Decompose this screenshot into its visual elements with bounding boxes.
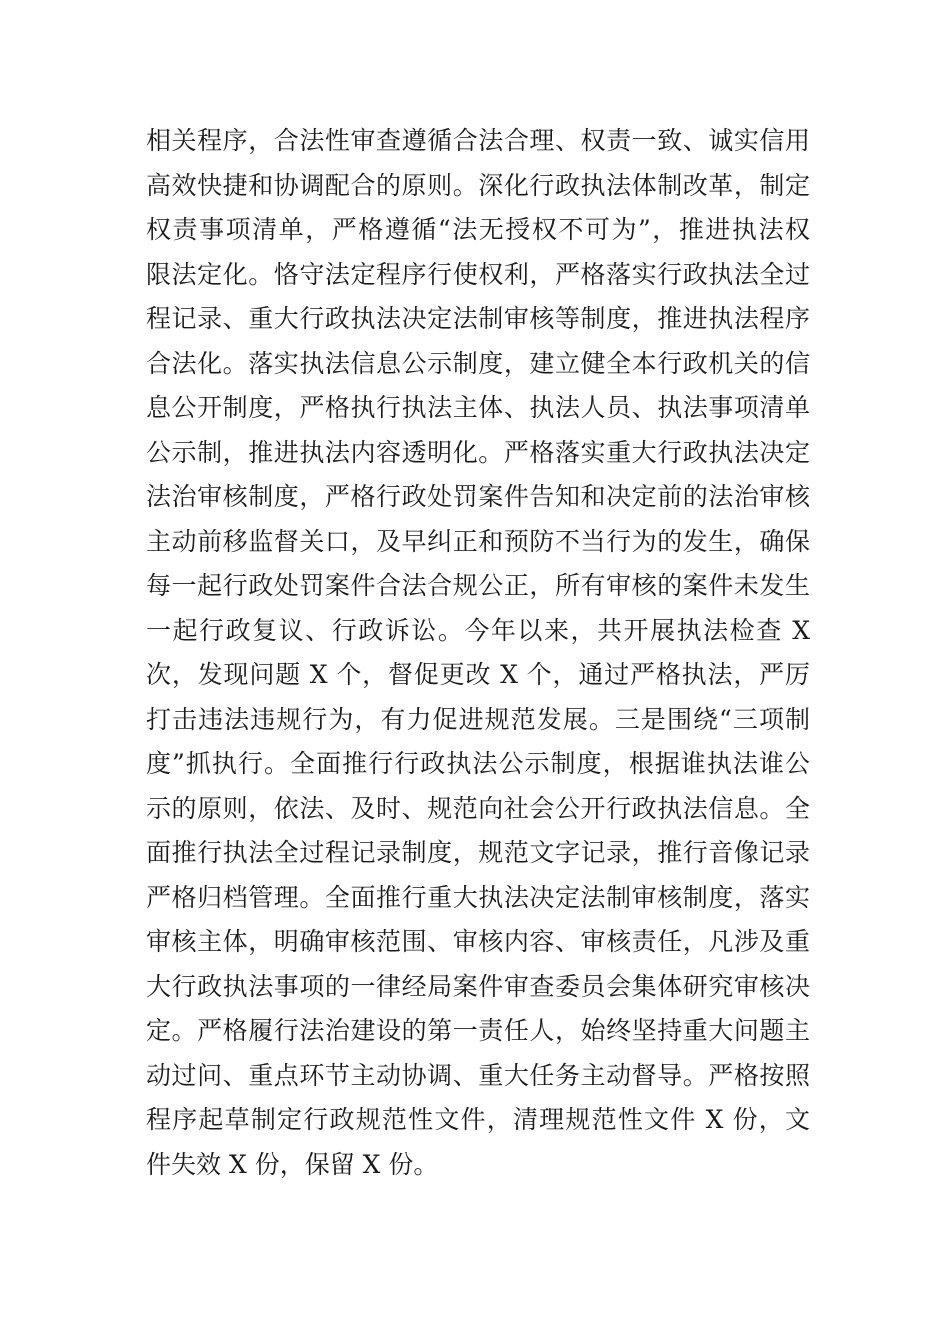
- text-line: 严格归档管理。全面推行重大执法决定法制审核制度，落实: [146, 882, 810, 912]
- text-line: 权责事项清单，严格遵循“法无授权不可为”，推进执法权: [146, 215, 810, 244]
- text-line: 合法化。落实执法信息公示制度，建立健全本行政机关的信: [146, 348, 810, 378]
- text-line: 程记录、重大行政执法决定法制审核等制度，推进执法程序: [146, 304, 810, 333]
- text-line: 程序起草制定行政规范性文件，清理规范性文件 X 份，文: [146, 1105, 810, 1134]
- text-line: 打击违法违规行为，有力促进规范发展。三是围绕“三项制: [146, 704, 810, 734]
- text-line: 一起行政复议、行政诉讼。今年以来，共开展执法检查 X: [146, 615, 810, 645]
- text-line: 主动前移监督关口，及早纠正和预防不当行为的发生，确保: [146, 526, 810, 556]
- text-line: 公示制，推进执法内容透明化。严格落实重大行政执法决定: [146, 437, 810, 467]
- body-paragraph: [146, 119, 810, 1187]
- text-line: 次，发现问题 X 个，督促更改 X 个，通过严格执法，严厉: [146, 660, 810, 689]
- text-line: 动过问、重点环节主动协调、重大任务主动督导。严格按照: [146, 1060, 810, 1090]
- text-line: 限法定化。恪守法定程序行使权利，严格落实行政执法全过: [146, 259, 810, 289]
- text-line: 高效快捷和协调配合的原则。深化行政执法体制改革，制定: [146, 170, 810, 200]
- text-line: 审核主体，明确审核范围、审核内容、审核责任，凡涉及重: [146, 927, 810, 956]
- text-line: 定。严格履行法治建设的第一责任人，始终坚持重大问题主: [146, 1016, 810, 1045]
- text-line: 每一起行政处罚案件合法合规公正，所有审核的案件未发生: [146, 571, 810, 600]
- text-line: 示的原则，依法、及时、规范向社会公开行政执法信息。全: [146, 793, 810, 823]
- text-line: 度”抓执行。全面推行行政执法公示制度，根据谁执法谁公: [146, 749, 810, 778]
- text-line-last: 件失效 X 份，保留 X 份。: [146, 1149, 439, 1179]
- text-line: 息公开制度，严格执行执法主体、执法人员、执法事项清单: [146, 393, 810, 422]
- text-line: 法治审核制度，严格行政处罚案件告知和决定前的法治审核: [146, 482, 810, 511]
- text-line: 面推行执法全过程记录制度，规范文字记录，推行音像记录: [146, 838, 810, 867]
- text-line: 大行政执法事项的一律经局案件审查委员会集体研究审核决: [146, 971, 810, 1001]
- text-line: 相关程序，合法性审查遵循合法合理、权责一致、诚实信用: [146, 126, 810, 155]
